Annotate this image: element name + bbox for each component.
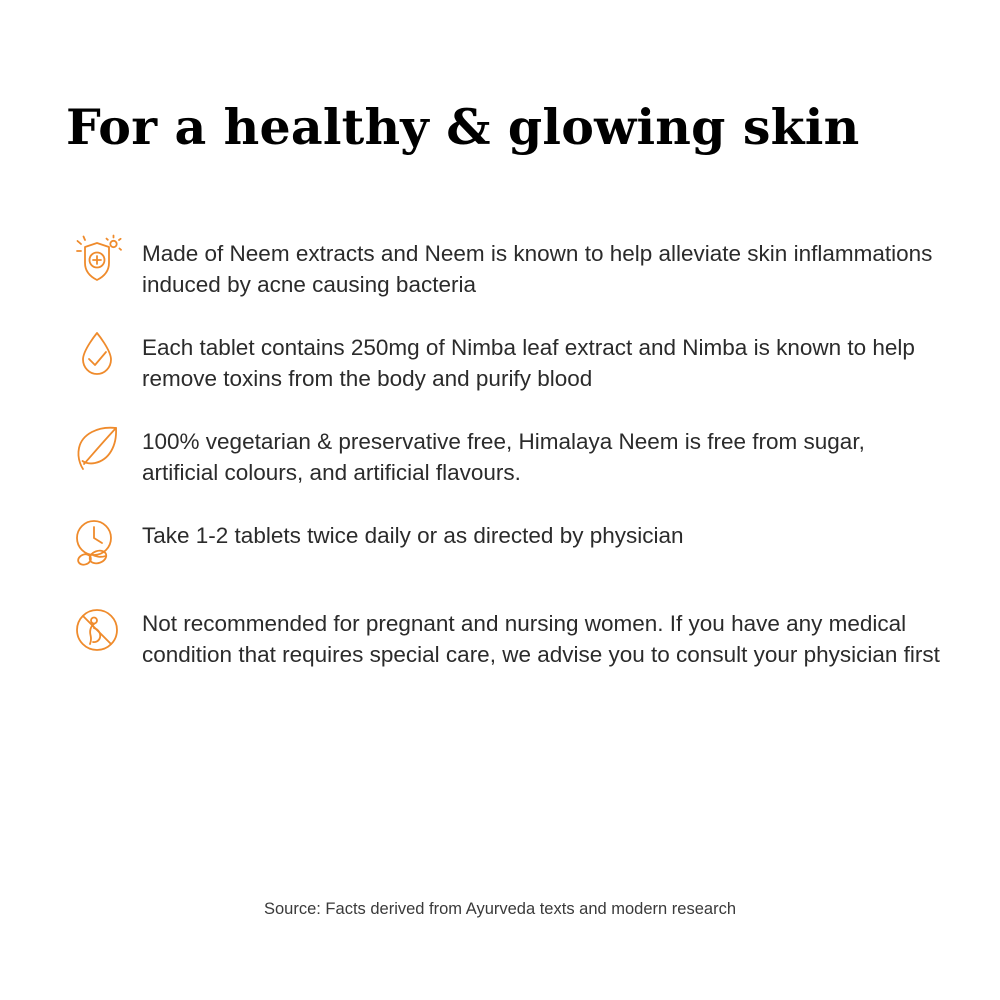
feature-text: Take 1-2 tablets twice daily or as directed by physician <box>142 523 684 548</box>
feature-text: Not recommended for pregnant and nursing women. If you have any medical condition that requires special care, we advise you to consult your physician first <box>142 611 940 667</box>
no-pregnancy-icon <box>66 602 128 664</box>
water-drop-check-icon <box>66 326 128 388</box>
page-title: For a healthy & glowing skin <box>66 98 860 156</box>
source-note: Source: Facts derived from Ayurveda texts and modern research <box>263 900 736 918</box>
feature-text: 100% vegetarian & preservative free, Himalaya Neem is free from sugar, artificial colours, and artificial flavours. <box>142 429 865 485</box>
feature-text: Each tablet contains 250mg of Nimba leaf extract and Nimba is known to help remove toxins from the body and purify blood <box>142 335 915 391</box>
list-item <box>66 420 946 488</box>
leaf-icon <box>66 420 128 482</box>
list-item <box>66 232 946 300</box>
feature-list <box>66 232 946 696</box>
list-item <box>66 602 946 670</box>
list-item <box>66 514 946 576</box>
shield-plus-icon <box>66 232 128 294</box>
feature-text: Made of Neem extracts and Neem is known to help alleviate skin inflammations induced by acne causing bacteria <box>142 241 933 297</box>
list-item <box>66 326 946 394</box>
clock-tablets-icon <box>66 514 128 576</box>
